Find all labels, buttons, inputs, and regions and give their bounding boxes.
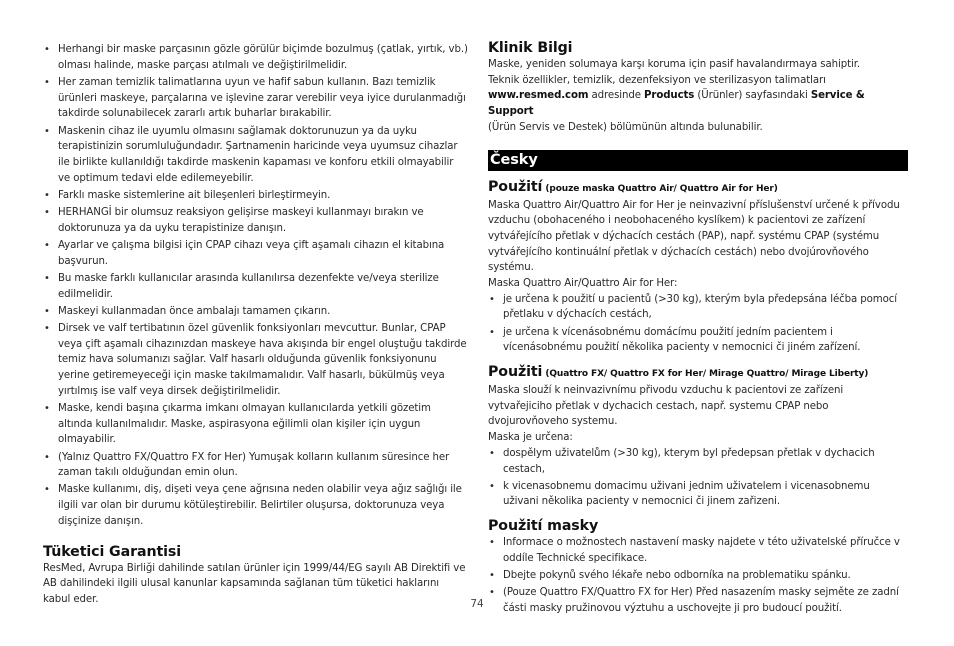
left-column [43, 40, 468, 608]
list-item: • Dirsek ve valf tertibatının özel güvenlik fonksiyonları mevcuttur. Bunlar, CPAP veya çift aşamalı cihazınızdan maskeye hava akışında bir engel oluştuğu takdirde temiz hava solumanızı sağlar. Valf hasarlı olduğunda güvenlik fonksiyonunu yerine getiremeyeceği için maske takılmamalıdır. Valf hasarlı, bükülmüş veya yırtılmış ise valf veya dirsek değiştirilmelidir. [43, 321, 468, 400]
use1-list [488, 292, 908, 356]
page-number: 74 [470, 598, 484, 610]
list-item: • k vicenasobnemu domacimu uživani jednim uživatelem i vicenasobnemu uživani několika pacienty v nemocnici či jinem zařizeni. [488, 479, 908, 510]
list-item: • Farklı maske sistemlerine ait bileşenleri birleştirmeyin. [43, 188, 468, 204]
warranty-heading: Tüketici Garantisi [43, 543, 182, 560]
right-column [488, 40, 908, 618]
service-support-label: Service & Support [488, 90, 865, 118]
list-item: • dospělym uživatelům (>30 kg), kterym byl předepsan přetlak v dychacich cestach, [488, 446, 908, 477]
list-item: • Maske, kendi başına çıkarma imkanı olmayan kullanıcılarda yetkili gözetim altında kullanılmalıdır. Maske, aspirasyona eğilimli olan kişiler için uygun olmayabilir. [43, 401, 468, 448]
use2-text: Maska slouží k neinvazivnímu přivodu vzduchu k pacientovi ze zařízeni vytvařejiciho přetlak v dychacich cestach, např. systemu CPAP nebo dvojurovňoveho systemu. [488, 385, 844, 428]
use1-title: Použití [488, 178, 543, 195]
tech-info [488, 73, 908, 136]
list-item: • Bu maske farklı kullanıcılar arasında kullanılırsa dezenfekte ve/veya sterilize edilmelidir. [43, 271, 468, 302]
list-item: • (Yalnız Quattro FX/Quattro FX for Her) Yumuşak kolların kullanım süresince her zaman takılı olduğundan emin olun. [43, 450, 468, 481]
use2-list [488, 446, 908, 510]
use1-subtitle: (pouze maska Quattro Air/ Quattro Air for Her) [542, 183, 778, 194]
list-item: • Ayarlar ve çalışma bilgisi için CPAP cihazı veya çift aşamalı cihazın el kitabına başvurun. [43, 238, 468, 269]
clinical-text: Maske, yeniden solumaya karşı koruma için pasif havalandırmaya sahiptir. [488, 59, 861, 70]
tech-text: adresinde [588, 90, 645, 102]
use1-text: Maska Quattro Air/Quattro Air for Her je neinvazivní příslušenství určené k přívodu vzduchu (obohaceného i neobohaceného kyslíkem) k pacientovi ze zařízení vytvářejícího přetlak v dýchacích cestách (PAP), např. systému CPAP (systému vytvářejícího kontinuální přetlak v dýchacích cestách) nebo dvojúrovňového systému. [488, 199, 900, 274]
use2-lead: Maska je určena: [488, 432, 573, 444]
use1-heading [488, 179, 908, 198]
mask-use-heading: Použití masky [488, 518, 599, 535]
tech-text: (Ürünler) sayfasındaki [694, 90, 811, 102]
use2-title: Použiti [488, 364, 543, 381]
list-item: • Her zaman temizlik talimatlarına uyun ve hafif sabun kullanın. Bazı temizlik ürünleri maskeye, parçalarına ve işlevine zarar verebilir veya iyice durulanmadığı takdirde solunabilecek zararlı artık buharlar bırakabilir. [43, 75, 468, 122]
warnings-list [43, 42, 468, 530]
tech-intro: Teknik özellikler, temizlik, dezenfeksiyon ve sterilizasyon talimatları [488, 74, 826, 86]
list-item: • HERHANGİ bir olumsuz reaksiyon gelişirse maskeyi kullanmayı bırakın ve doktorunuza ya da uyku terapistinize danışın. [43, 205, 468, 236]
list-item: • Maskenin cihaz ile uyumlu olmasını sağlamak doktorunuzun ya da uyku terapistinizin sorumluluğundadır. Şartnamenin haricinde veya uyumsuz cihazlar ile birlikte kullanıldığı takdirde maskenin kapaması ve konforu etkili olmayabilir ve optimum tedavi elde edilemeyebilir. [43, 124, 468, 187]
resmed-link[interactable]: www.resmed.com [488, 90, 589, 102]
tech-end: (Ürün Servis ve Destek) bölümünün altında bulunabilir. [488, 121, 763, 133]
use2-subtitle: (Quattro FX/ Quattro FX for Her/ Mirage Quattro/ Mirage Liberty) [542, 369, 869, 380]
list-item: • Herhangi bir maske parçasının gözle görülür biçimde bozulmuş (çatlak, yırtık, vb.) olması halinde, maske parçası atılmalı ve değiştirilmelidir. [43, 42, 468, 73]
list-item: • Dbejte pokynů svého lékaře nebo odborníka na problematiku spánku. [488, 568, 908, 584]
products-label: Products [644, 90, 695, 102]
warranty-text: ResMed, Avrupa Birliği dahilinde satılan ürünler için 1999/44/EG sayılı AB Direktifi ve AB dahilindeki ilgili ulusal kanunlar kapsamında sağlanan tüm tüketici haklarını kabul eder. [43, 562, 466, 605]
list-item: • Informace o možnostech nastavení masky najdete v této uživatelské příručce v oddíle Technické specifikace. [488, 535, 908, 566]
clinical-heading: Klinik Bilgi [488, 40, 573, 56]
list-item: • (Pouze Quattro FX/Quattro FX for Her) Před nasazením masky sejměte ze zadní části masky pružinovou výztuhu a uschovejte ji pro budoucí použití. [488, 585, 908, 616]
use2-heading [488, 364, 908, 383]
list-item: • Maskeyi kullanmadan önce ambalajı tamamen çıkarın. [43, 304, 468, 320]
use1-lead: Maska Quattro Air/Quattro Air for Her: [488, 278, 678, 290]
list-item: • Maske kullanımı, diş, dişeti veya çene ağrısına neden olabilir veya ağız sağlığı ile ilgili var olan bir durumu kötüleştirebilir. Belirtiler oluşursa, doktorunuza veya dişçinize danışın. [43, 482, 468, 529]
section-title-czech: Česky [488, 150, 908, 171]
list-item: • je určena k vícenásobnému domácímu použití jedním pacientem i vícenásobnému použití několika pacienty v nemocnici či jiném zařízení. [488, 325, 908, 356]
list-item: • je určena k použití u pacientů (>30 kg), kterým byla předepsána léčba pomocí přetlaku v dýchacích cestách, [488, 292, 908, 323]
